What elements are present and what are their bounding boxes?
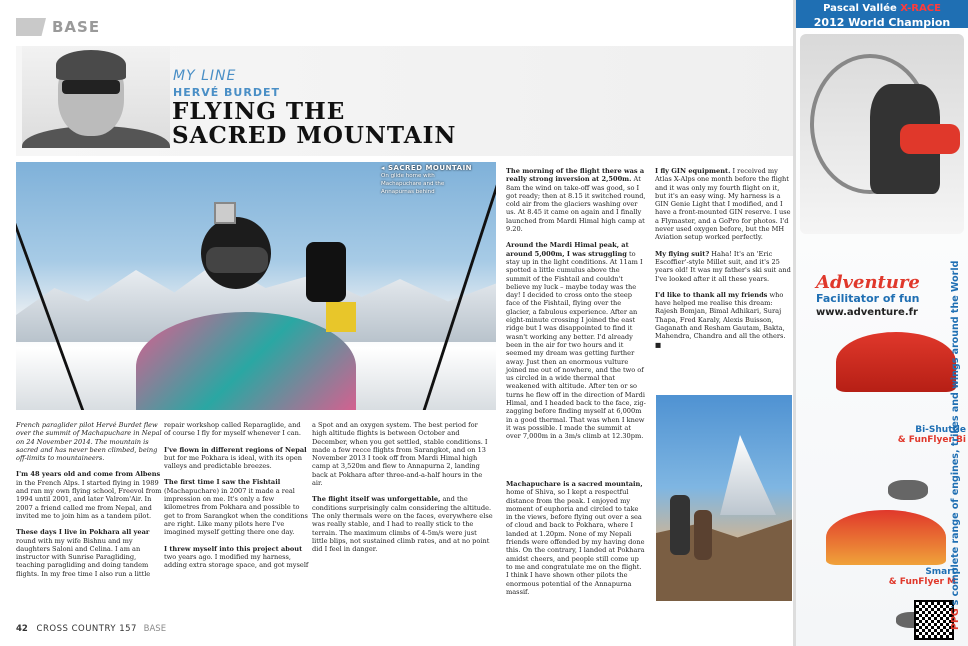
footer-section: BASE [143,624,167,634]
adventure-logo: Adventure [816,272,920,293]
magazine-issue: CROSS COUNTRY 157 [36,624,137,634]
paragraph: Machapuchare is a sacred mountain, home of Shiva, so I kept a respectful distance from the peak. I enjoyed my moment of euphoria and circled to take in the views, before flying out over a sea of cloud and back to Pokhara, where I landed at 1.20pm. None of my Nepali friends were offended by my having done this. On the contrary, I landed at Pokhara amidst cheers, and people still come up to me and congratulate me on the flight. I think I have shown other pilots the enormous potential of the Annapurna massif. [506,480,645,596]
paragraph: a Spot and an oxygen system. The best period for high altitude flights is between October and December, when you get settled, stable conditions. I made a few recce flights from Sarangkot, and on 13 November 2013 I took off from Mardi Himal high camp at 3,520m and flew to Annapurna 2, landing back at Pokhara after three-and-a-half hours in the air. [312,421,488,488]
end-mark: ■ [655,340,662,349]
column-5 [655,167,791,357]
ad-champion: 2012 World Champion [813,16,951,29]
author-byline: HERVÉ BURDET [173,86,280,99]
ad-wing-image [826,510,946,565]
column-4 [506,167,646,449]
paragraph: The morning of the flight there was a really strong inversion at 2,500m. At 8am the wind on take-off was good, so I got ready; then at 8.15 it switched round, cold air from the glaciers washing over us. At 8.45 it came on again and I finally launched from Mardi Himal high camp at 9.20. [506,167,646,234]
ad-url[interactable]: www.adventure.fr [816,307,918,318]
paragraph: repair workshop called Reparaglide, and of course I fly for myself whenever I can. [164,421,301,438]
intro-paragraph: French paraglider pilot Hervé Burdet flew over the summit of Machapuchare in Nepal on 24 November 2014. The mountain is sacred and has never been climbed, being off-limits to mountaineers. [16,421,162,463]
main-photo [16,162,496,410]
page-footer [16,624,166,634]
column-1 [16,421,162,586]
section-label: BASE [52,18,101,36]
ad-product-2: Smart & FunFlyer M [888,567,956,587]
column-3 [312,421,493,561]
ad-vertical-slogan: PPG's complete range of engines, trikes and wings around the World [950,260,961,630]
caption-line2: Machapuchare and the [381,181,445,187]
advertisement-page [796,0,968,646]
paragraph: I threw myself into this project about two years ago. I modified my harness, adding extra storage space, and got myself [164,544,309,570]
section-badge [16,18,46,36]
photo-caption [381,164,496,196]
page-number: 42 [16,624,28,634]
paragraph: The flight itself was unforgettable, and the conditions surprisingly calm considering the altitude. The only thermals were on the faces, everywhere else was really stable, and I had to really stick to the terrain. The maximum climbs of 4-5m/s were just little blips, not sustained climb rates, and at no point did I feel in danger. [312,495,493,554]
paragraph: These days I live in Pokhara all year round with my wife Bishnu and my daughters Saloni and Celina. I am an instructor with Sunrise Paragliding, teaching paragliding and doing tandem flights. In my free time I also run a little [16,528,151,578]
ad-wing-image [836,332,956,392]
mountain-photo [656,395,792,601]
caption-line1: On glide home with [381,173,435,179]
paragraph: My flying suit? Haha! It's an 'Eric Escoffier'-style Millet suit, and it's 25 years old! It was my father's ski suit and I've looked after it all these years. [655,249,791,283]
article-headline [172,100,456,148]
ad-pilot-photo [800,34,964,234]
paragraph: I fly GIN equipment. I received my Atlas X-Alps one month before the flight and it was only my fourth flight on it, but it's an easy wing. My harness is a GIN Genie Light that I modified, and I have a front-mounted GIN reserve. I use a Flymaster, and a GoPro for photos. I'd never used oxygen before, but the MH Aviation setup worked perfectly. [655,167,791,242]
series-kicker: MY LINE [173,68,237,84]
column-4-bottom [506,480,646,604]
caption-line3: Annapurnas behind [381,189,435,195]
ad-pilot-name: Pascal Vallée X-RACE [823,3,941,14]
paragraph: Around the Mardi Himal peak, at around 5,000m, I was struggling to stay up in the light conditions. At 11am I spotted a little cumulus above the summit of the Fishtail and couldn't believe my luck – maybe today was the day! I decided to cross onto the steep face of the Fishtail, flying over the glacier, a fabulous experience. After an eight-minute crossing I joined the east ridge but I was disappointed to find it wasn't working any better. I'd already been in the air for two hours and it seemed my dream was getting further away. Just then an enormous vulture joined me out of nowhere, and the two of us circled in a wide thermal that weakened with altitude. After ten or so turns he flew off in the direction of Mardi Himal, and I headed back to the face, zig-zagging before finding myself at 6,000m in a good thermal. That was when I knew it was possible. I made the summit at over 7,000m in a 3m/s climb at 12.30pm. [506,241,646,441]
headline-line2: SACRED MOUNTAIN [172,122,457,149]
paragraph: I'd like to thank all my friends who have helped me realise this dream: Rajesh Bomjan, Bimal Adhikari, Suraj Thapa, Fred Karaly, Alexis Buisson, Gaganath and Resham Gautam, Bakta, Mahendra, Chandra and all the others. ■ [655,290,786,349]
qr-code-icon[interactable] [914,600,954,640]
author-portrait [22,46,170,148]
paragraph: I'm 48 years old and come from Albens in the French Alps. I started flying in 1989 and ran my own flying school, Freevol from 1994 until 2001, and later Valrom'Air. In 2007 a friend called me from Nepal, and invited me to join him as a tandem pilot. [16,470,162,520]
ad-product-1: Bi-Shuttle & FunFlyer Bi [897,425,966,445]
caption-title: ◂ SACRED MOUNTAIN [381,164,473,172]
paragraph: I've flown in different regions of Nepal but for me Pokhara is ideal, with its open valleys and predictable breezes. [164,445,307,471]
ad-trike-image [888,480,928,500]
advertisement[interactable] [796,0,968,646]
column-2 [164,421,309,577]
ad-tagline: Facilitator of fun [816,292,920,305]
paragraph: The first time I saw the Fishtail (Machapuchare) in 2007 it made a real impression on me. It's only a few kilometres from Pokhara and possible to get to from Sarangkot when the conditions are right. Like many pilots here I've imagined myself getting there one day. [164,478,308,537]
headline-line1: FLYING THE [172,98,346,125]
section-tag [16,18,100,36]
